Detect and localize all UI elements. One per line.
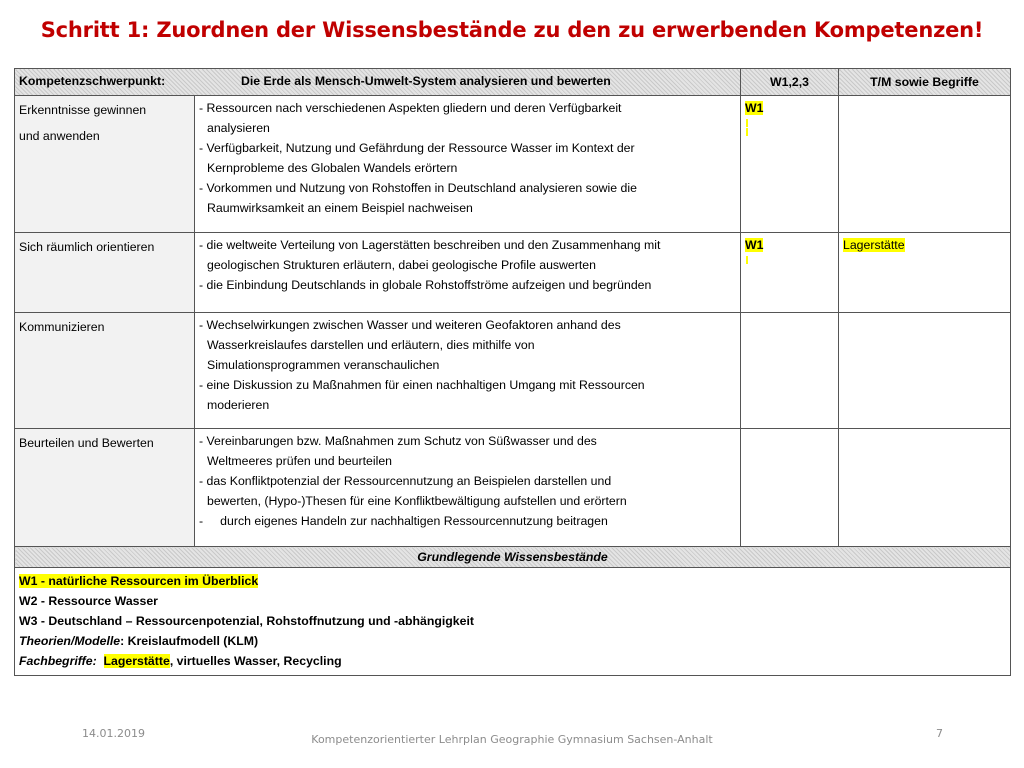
competence-cell bbox=[15, 233, 195, 313]
fachbegriffe-rest: , virtuelles Wasser, Recycling bbox=[169, 654, 342, 668]
table-row bbox=[15, 313, 1011, 429]
header-topic-cell bbox=[15, 69, 741, 96]
description-line: - die weltweite Verteilung von Lagerstätten beschreiben und den Zusammenhang mit bbox=[199, 238, 661, 252]
w-tag: W1 bbox=[745, 101, 764, 115]
competence-cell bbox=[15, 96, 195, 233]
competence-label: Erkenntnisse gewinnen bbox=[19, 103, 147, 117]
wissensbestand-w2: W2 - Ressource Wasser bbox=[19, 594, 158, 608]
w-tag: W1 bbox=[745, 238, 764, 252]
description-line: - Vereinbarungen bzw. Maßnahmen zum Schutz von Süßwasser und des bbox=[199, 434, 597, 448]
description-line: bewerten, (Hypo-)Thesen für eine Konfliktbewältigung aufstellen und erörtern bbox=[207, 494, 627, 508]
description-cell bbox=[195, 429, 741, 547]
highlight-marker bbox=[746, 119, 748, 127]
w-cell bbox=[741, 233, 839, 313]
tm-cell bbox=[839, 429, 1011, 547]
wissensbestand-w3: W3 - Deutschland – Ressourcenpotenzial, Rohstoffnutzung und -abhängigkeit bbox=[19, 614, 474, 628]
description-cell bbox=[195, 313, 741, 429]
competence-cell bbox=[15, 429, 195, 547]
table-header-row bbox=[15, 69, 1011, 96]
highlight-marker bbox=[746, 256, 748, 264]
competence-label: Beurteilen und Bewerten bbox=[19, 436, 154, 450]
grundlegend-cell bbox=[15, 568, 1011, 676]
description-cell bbox=[195, 233, 741, 313]
description-line: - Ressourcen nach verschiedenen Aspekten gliedern und deren Verfügbarkeit bbox=[199, 101, 622, 115]
w1-label: W1 - natürliche Ressourcen im Überblick bbox=[19, 574, 259, 588]
table-row bbox=[15, 96, 1011, 233]
header-label: Kompetenzschwerpunkt: bbox=[19, 74, 166, 88]
header-tm-column: T/M sowie Begriffe bbox=[839, 69, 1011, 96]
description-cell bbox=[195, 96, 741, 233]
table-row bbox=[15, 233, 1011, 313]
wissensbestand-w1 bbox=[19, 571, 1006, 591]
footer-date: 14.01.2019 bbox=[82, 727, 145, 740]
table-row bbox=[15, 429, 1011, 547]
fachbegriffe bbox=[19, 651, 1006, 671]
description-line: Wasserkreislaufes darstellen und erläutern, dies mithilfe von bbox=[207, 338, 535, 352]
competence-label: Sich räumlich orientieren bbox=[19, 240, 155, 254]
description-line: - Wechselwirkungen zwischen Wasser und weiteren Geofaktoren anhand des bbox=[199, 318, 621, 332]
footer-text: Kompetenzorientierter Lehrplan Geographie Gymnasium Sachsen-Anhalt bbox=[311, 733, 713, 746]
w-cell bbox=[741, 313, 839, 429]
fachbegriffe-label: Fachbegriffe: bbox=[19, 654, 97, 668]
competence-label: Kommunizieren bbox=[19, 320, 105, 334]
tm-cell bbox=[839, 313, 1011, 429]
description-line: Weltmeeres prüfen und beurteilen bbox=[207, 454, 393, 468]
description-line: moderieren bbox=[207, 398, 270, 412]
header-topic: Die Erde als Mensch-Umwelt-System analysieren und bewerten bbox=[241, 74, 611, 88]
theorien-label: Theorien/Modelle bbox=[19, 634, 121, 648]
footer-page-number: 7 bbox=[936, 727, 943, 740]
description-line: - die Einbindung Deutschlands in globale Rohstoffströme aufzeigen und begründen bbox=[199, 278, 652, 292]
competence-table bbox=[14, 68, 1011, 676]
description-line: analysieren bbox=[207, 121, 270, 135]
w-cell bbox=[741, 429, 839, 547]
w-cell bbox=[741, 96, 839, 233]
highlight-marker bbox=[746, 128, 748, 136]
grundlegend-row bbox=[15, 568, 1011, 676]
description-line: geologischen Strukturen erläutern, dabei geologische Profile auswerten bbox=[207, 258, 596, 272]
competence-label: und anwenden bbox=[19, 129, 100, 143]
description-line: Kernprobleme des Globalen Wandels erörtern bbox=[207, 161, 458, 175]
competence-cell bbox=[15, 313, 195, 429]
theorien-modelle bbox=[19, 631, 1006, 651]
description-line: - Verfügbarkeit, Nutzung und Gefährdung der Ressource Wasser im Kontext der bbox=[199, 141, 635, 155]
fachbegriff-highlight: Lagerstätte bbox=[103, 654, 170, 668]
theorien-value: : Kreislaufmodell (KLM) bbox=[120, 634, 259, 648]
grundlegend-title: Grundlegende Wissensbestände bbox=[15, 547, 1011, 568]
description-line: Simulationsprogrammen veranschaulichen bbox=[207, 358, 440, 372]
grundlegend-header-row bbox=[15, 547, 1011, 568]
description-line: - das Konfliktpotenzial der Ressourcennutzung an Beispielen darstellen und bbox=[199, 474, 612, 488]
slide-title: Schritt 1: Zuordnen der Wissensbestände zu den zu erwerbenden Kompetenzen! bbox=[40, 18, 984, 42]
description-line: - Vorkommen und Nutzung von Rohstoffen in Deutschland analysieren sowie die bbox=[199, 181, 637, 195]
tm-cell bbox=[839, 96, 1011, 233]
tm-cell bbox=[839, 233, 1011, 313]
description-line: - durch eigenes Handeln zur nachhaltigen Ressourcennutzung beitragen bbox=[199, 514, 608, 528]
header-w-column: W1,2,3 bbox=[741, 69, 839, 96]
description-line: - eine Diskussion zu Maßnahmen für einen nachhaltigen Umgang mit Ressourcen bbox=[199, 378, 645, 392]
description-line: Raumwirksamkeit an einem Beispiel nachweisen bbox=[207, 201, 473, 215]
tm-tag: Lagerstätte bbox=[843, 238, 905, 252]
